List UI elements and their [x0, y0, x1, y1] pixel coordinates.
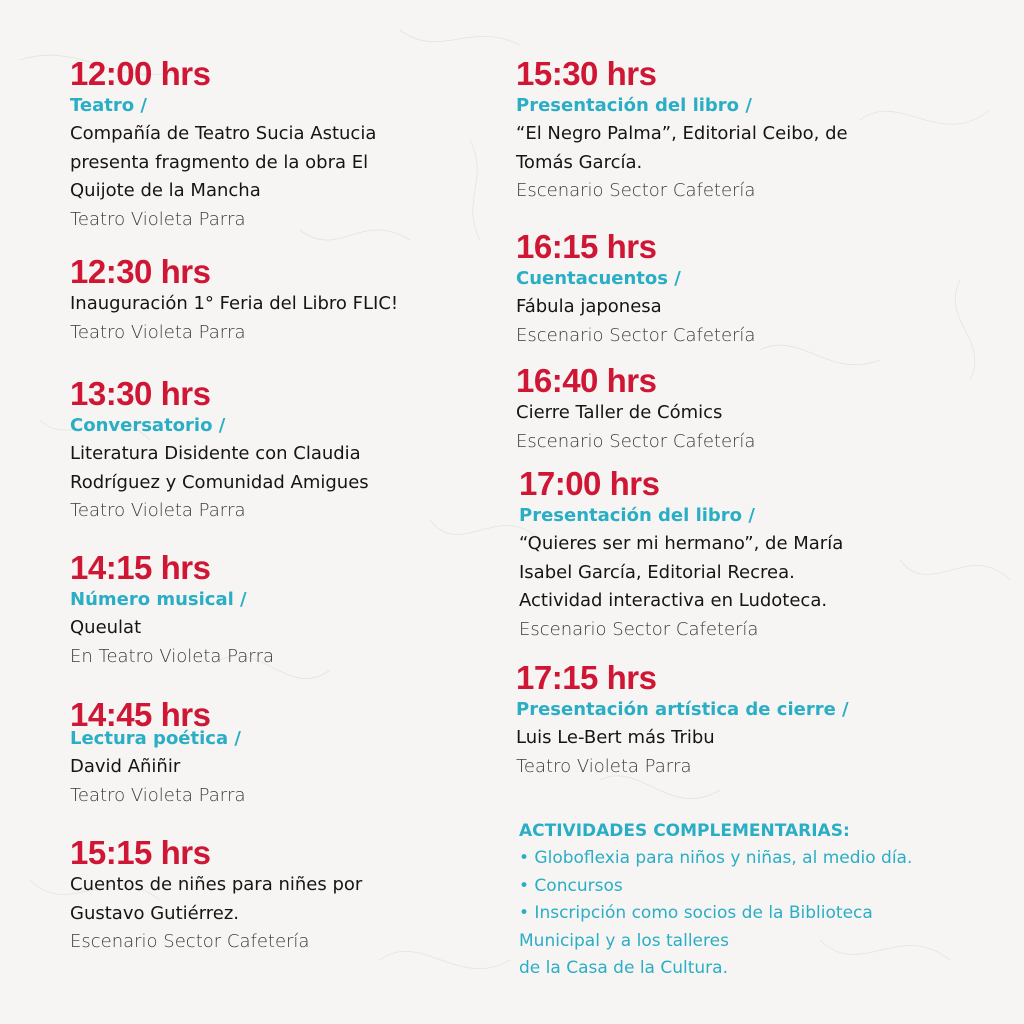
event-venue: Teatro Violeta Parra	[70, 500, 246, 521]
event-venue: Teatro Violeta Parra	[70, 208, 246, 230]
event-time: 13:30 hrs	[70, 375, 211, 412]
complementary-line: • Globoflexia para niños y niñas, al medio día.	[519, 848, 913, 868]
event-description-line: Tomás García.	[516, 151, 643, 173]
event-time: 14:15 hrs	[70, 549, 211, 586]
event-description-line: David Añiñir	[70, 756, 181, 777]
event-venue: Escenario Sector Cafetería	[516, 180, 756, 201]
event-category: Teatro /	[70, 95, 147, 116]
event-time: 15:30 hrs	[516, 55, 657, 92]
event-description-line: Cuentos de niñes para niñes por	[70, 874, 363, 895]
event-category: Presentación del libro /	[516, 95, 752, 116]
event-venue: Escenario Sector Cafetería	[70, 931, 310, 952]
event-1700	[519, 466, 843, 644]
event-description-line: Actividad interactiva en Ludoteca.	[519, 590, 828, 611]
event-category: Conversatorio /	[70, 415, 226, 436]
event-description-line: Queulat	[70, 617, 142, 638]
event-venue: Teatro Violeta Parra	[70, 321, 246, 343]
event-category: Cuentacuentos /	[516, 268, 681, 289]
event-venue: Escenario Sector Cafetería	[516, 430, 756, 452]
event-description-line: Compañía de Teatro Sucia Astucia	[70, 123, 377, 144]
event-description-line: Quijote de la Mancha	[70, 180, 261, 201]
event-1330	[70, 376, 369, 526]
event-time: 16:15 hrs	[516, 228, 657, 265]
event-1715	[516, 660, 849, 781]
complementary-line: • Concursos	[519, 875, 623, 896]
event-time: 12:00 hrs	[70, 55, 211, 92]
event-time: 16:40 hrs	[516, 362, 657, 399]
complementary-line: de la Casa de la Cultura.	[519, 958, 728, 978]
event-time: 12:30 hrs	[70, 253, 211, 290]
event-description-line: Fábula japonesa	[516, 296, 662, 317]
event-1615	[516, 229, 755, 350]
event-description-line: Rodríguez y Comunidad Amigues	[70, 471, 369, 493]
event-venue: Escenario Sector Cafetería	[516, 324, 756, 346]
event-category: Presentación del libro /	[519, 505, 755, 526]
event-venue: En Teatro Violeta Parra	[70, 645, 275, 667]
event-venue: Teatro Violeta Parra	[516, 755, 692, 777]
event-1530	[516, 56, 848, 206]
event-time: 17:00 hrs	[519, 465, 660, 502]
event-1515	[70, 835, 362, 957]
complementary-line: • Inscripción como socios de la Biblioteca	[519, 903, 873, 923]
event-category: Presentación artística de cierre /	[516, 699, 849, 720]
event-description-line: Literatura Disidente con Claudia	[70, 443, 361, 464]
event-venue: Escenario Sector Cafetería	[519, 618, 759, 640]
event-1445	[70, 697, 246, 810]
event-description-line: Isabel García, Editorial Recrea.	[519, 561, 795, 583]
event-category: Número musical /	[70, 589, 247, 610]
event-description-line: Cierre Taller de Cómics	[516, 402, 723, 423]
event-time: 15:15 hrs	[70, 834, 211, 871]
event-description-line: Gustavo Gutiérrez.	[70, 902, 240, 924]
event-1415	[70, 550, 274, 671]
event-description-line: Luis Le-Bert más Tribu	[516, 727, 715, 748]
event-1200	[70, 56, 376, 234]
complementary-activities	[519, 817, 999, 983]
event-description-line: Inauguración 1° Feria del Libro FLIC!	[70, 293, 399, 314]
event-1230	[70, 254, 398, 347]
event-time: 17:15 hrs	[516, 659, 657, 696]
event-venue: Teatro Violeta Parra	[70, 784, 246, 806]
event-time: 14:45 hrs	[70, 696, 211, 733]
event-description-line: presenta fragmento de la obra El	[70, 151, 369, 173]
event-description-line: “Quieres ser mi hermano”, de María	[519, 533, 844, 554]
event-1640	[516, 363, 755, 456]
complementary-title: ACTIVIDADES COMPLEMENTARIAS:	[519, 821, 850, 841]
event-category: Lectura poética /	[70, 728, 241, 749]
event-description-line: “El Negro Palma”, Editorial Ceibo, de	[516, 123, 848, 144]
complementary-line: Municipal y a los talleres	[519, 930, 729, 951]
